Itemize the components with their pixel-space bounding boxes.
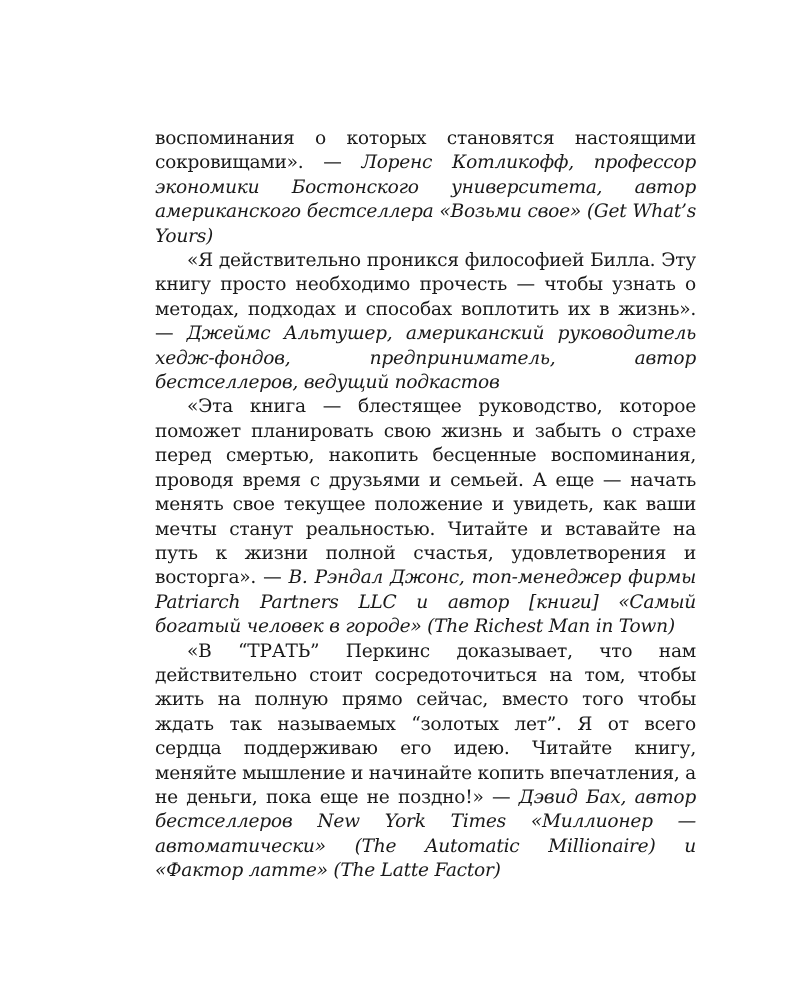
endorsement-quote-2 [155, 249, 696, 395]
endorsements-text [155, 127, 696, 884]
quote-text: «Эта книга — блестящее руководство, которое поможет планировать свою жизнь и забыть о страхе перед смертью, накопить бесценные воспоминания, проводя время с друзьями и семьей. А еще — начать менять свое текущее положение и увидеть, как ваши мечты станут реальностью. Читайте и вставайте на путь к жизни полной счастья, удовлетворения и восторга». [155, 396, 696, 589]
quote-dash: — [483, 786, 519, 808]
quote-text: «Я действительно проникся философией Билла. Эту книгу просто необходимо прочесть — чтобы узнать о методах, подходах и способах воплотить их в жизнь». [155, 250, 696, 320]
quote-dash: — [155, 323, 187, 345]
quote-attribution: Дэвид Бах, автор бестселлеров New York Times «Миллионер — автоматически» (The Automatic Millionaire) и «Фактор латте» (The Latte Factor) [155, 786, 697, 882]
endorsement-quote-4 [155, 640, 696, 884]
quote-attribution: В. Рэндал Джонс, топ-менеджер фирмы Patriarch Partners LLC и автор [книги] «Самый богатый человек в городе» (The Richest Man in Town) [155, 567, 696, 638]
endorsement-quote-1 [155, 127, 696, 249]
quote-dash: — [303, 152, 362, 174]
quote-text: воспоминания о которых становятся настоящими сокровищами». [155, 128, 696, 174]
quote-attribution: Лоренс Котликофф, профессор экономики Бостонского университета, автор американского бестселлера «Возьми свое» (Get What’s Yours) [155, 152, 696, 247]
quote-attribution: Джеймс Альтушер, американский руководитель хедж-фондов, предприниматель, автор бестселлеров, ведущий подкастов [155, 323, 696, 394]
quote-text: «В “ТРАТЬ” Перкинс доказывает, что нам действительно стоит сосредоточиться на том, чтобы жить на полную прямо сейчас, вместо того чтобы ждать так называемых “золотых лет”. Я от всего сердца поддерживаю его идею. Читайте книгу, меняйте мышление и начинайте копить впечатления, а не деньги, пока еще не поздно!» [155, 640, 696, 808]
endorsement-quote-3 [155, 395, 696, 639]
quote-dash: — [256, 567, 289, 589]
